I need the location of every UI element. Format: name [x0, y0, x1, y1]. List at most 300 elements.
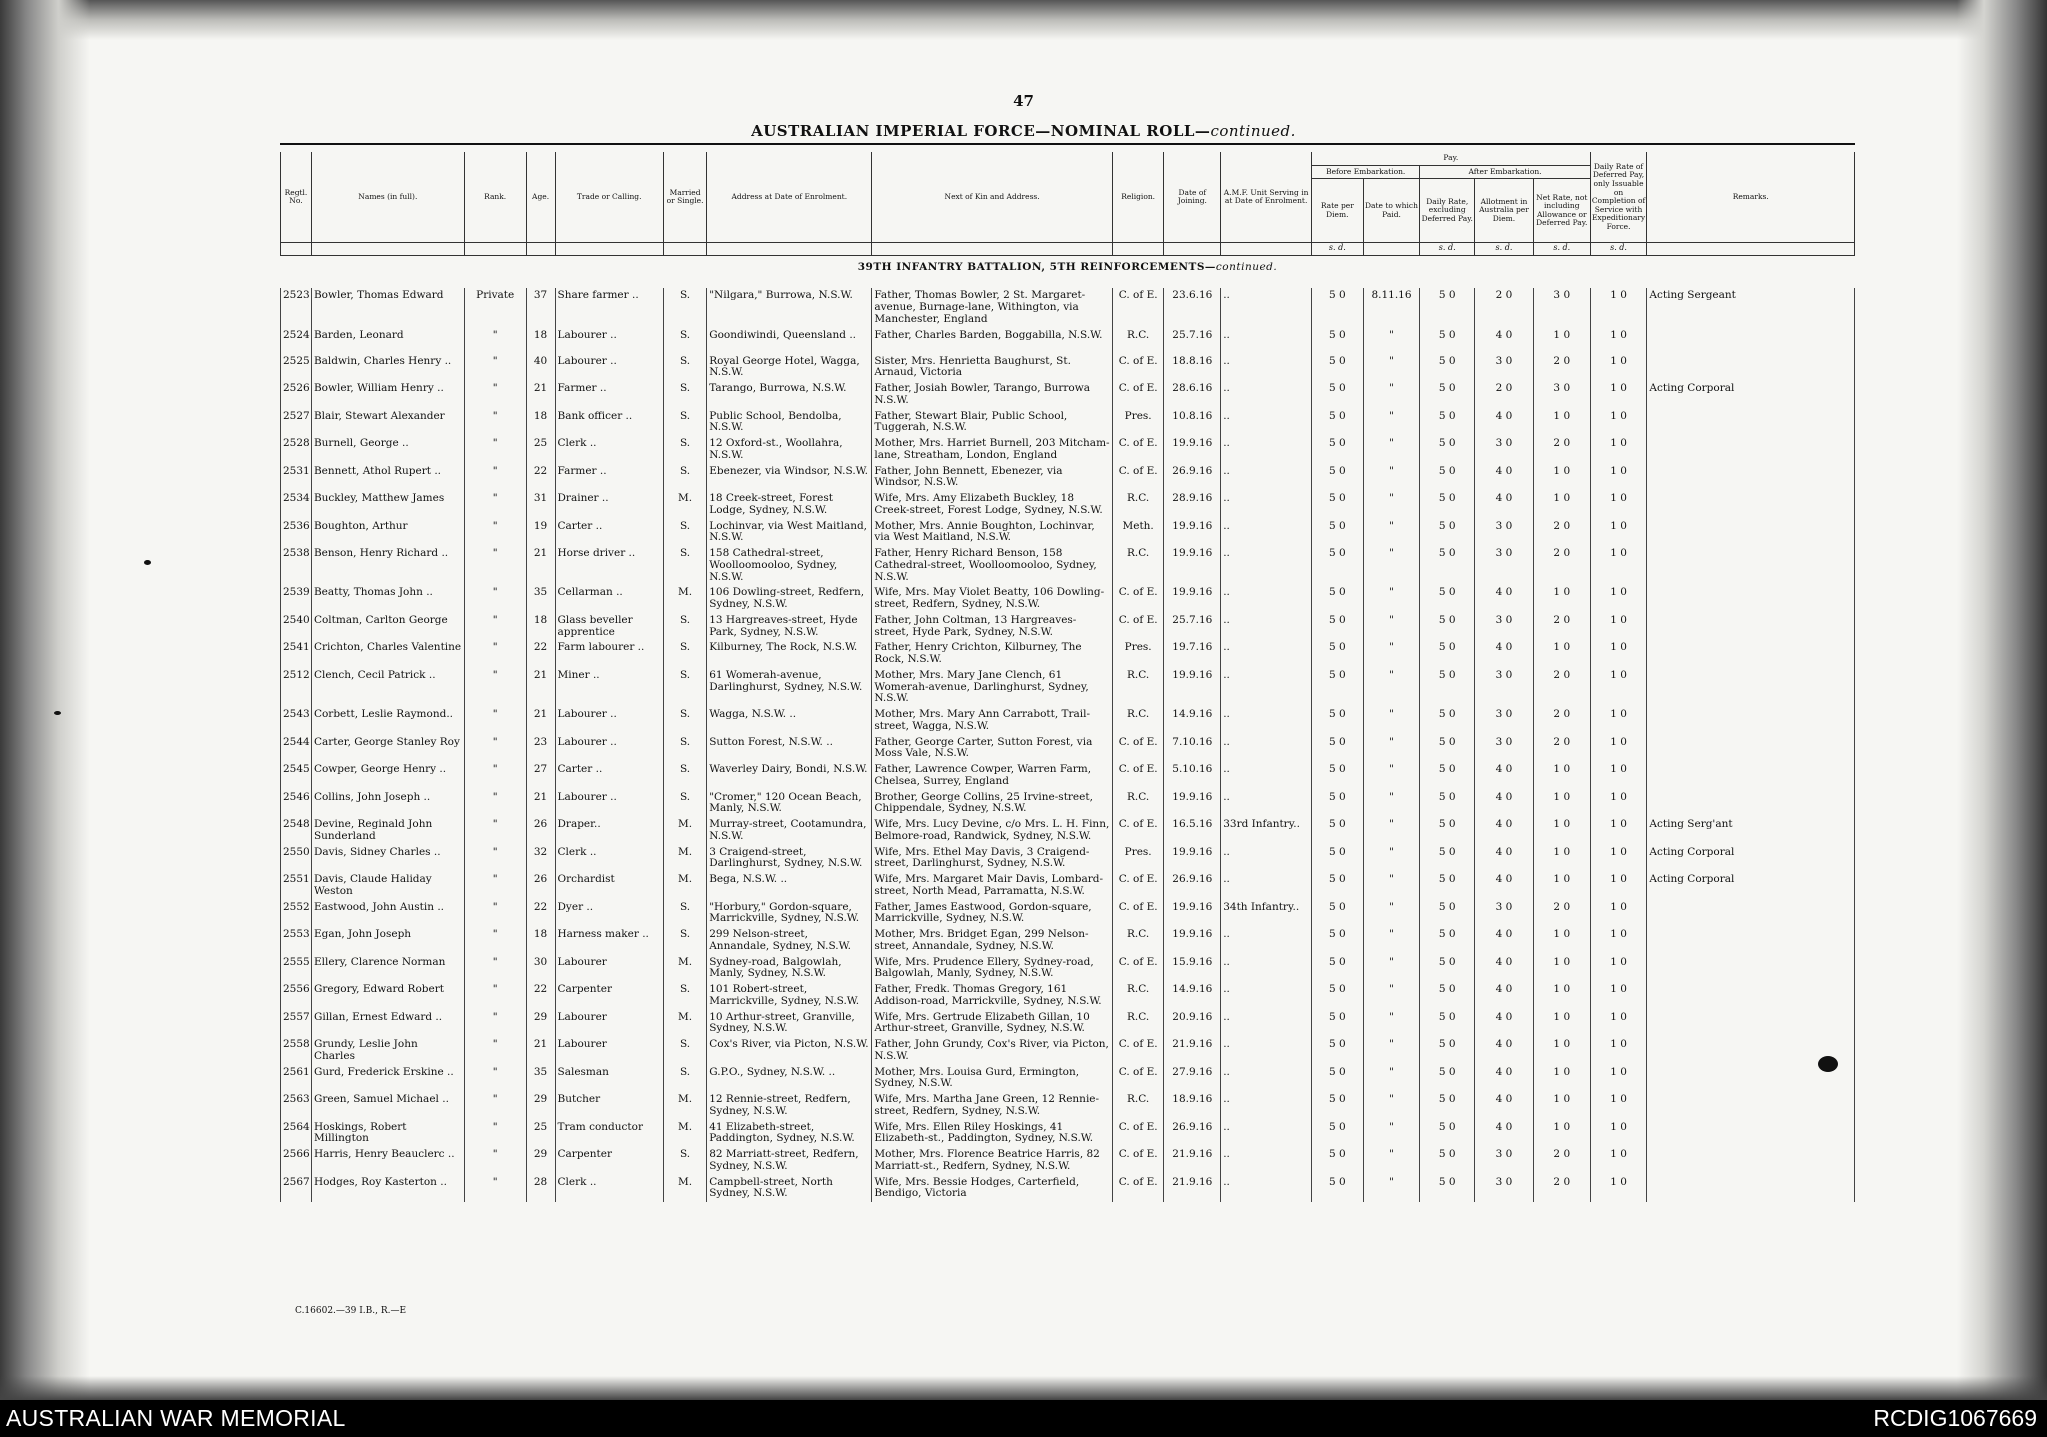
- cell-deferred-pay: 1 0: [1590, 519, 1647, 547]
- table-row: [281, 640, 1855, 668]
- cell-unit: ..: [1221, 464, 1312, 492]
- cell-address: 101 Robert-street, Marrickville, Sydney, N.S.W.: [707, 982, 872, 1010]
- cell-rank: ": [464, 1037, 526, 1065]
- cell-remarks: [1647, 546, 1855, 585]
- cell-name: Egan, John Joseph: [311, 927, 464, 955]
- cell-name: Devine, Reginald John Sunderland: [311, 817, 464, 845]
- cell-trade: Labourer ..: [555, 707, 663, 735]
- cell-daily-rate: 5 0: [1420, 354, 1475, 382]
- cell-age: 31: [526, 491, 555, 519]
- cell-married-single: M.: [663, 1175, 706, 1203]
- table-row: [281, 872, 1855, 900]
- cell-name: Barden, Leonard: [311, 328, 464, 354]
- cell-allotment: 4 0: [1475, 1120, 1534, 1148]
- cell-deferred-pay: 1 0: [1590, 845, 1647, 873]
- cell-rate-per-diem: 5 0: [1312, 927, 1364, 955]
- cell-net-rate: 3 0: [1533, 381, 1590, 409]
- cell-unit: ..: [1221, 546, 1312, 585]
- cell-married-single: M.: [663, 1092, 706, 1120]
- cell-address: Tarango, Burrowa, N.S.W.: [707, 381, 872, 409]
- cell-age: 26: [526, 817, 555, 845]
- cell-religion: C. of E.: [1112, 762, 1164, 790]
- cell-date-paid: ": [1363, 872, 1420, 900]
- cell-next-of-kin: Father, Stewart Blair, Public School, Tuggerah, N.S.W.: [872, 409, 1112, 437]
- cell-unit: ..: [1221, 491, 1312, 519]
- cell-regtl-no: 2526: [281, 381, 312, 409]
- cell-married-single: S.: [663, 546, 706, 585]
- cell-daily-rate: 5 0: [1420, 436, 1475, 464]
- cell-unit: ..: [1221, 927, 1312, 955]
- cell-name: Carter, George Stanley Roy: [311, 735, 464, 763]
- unit-sd: s. d.: [1475, 243, 1534, 256]
- cell-remarks: Acting Corporal: [1647, 845, 1855, 873]
- cell-allotment: 2 0: [1475, 288, 1534, 327]
- cell-remarks: [1647, 927, 1855, 955]
- cell-rate-per-diem: 5 0: [1312, 707, 1364, 735]
- cell-regtl-no: 2545: [281, 762, 312, 790]
- cell-remarks: [1647, 762, 1855, 790]
- cell-remarks: [1647, 735, 1855, 763]
- col-deferred: Daily Rate of Deferred Pay, only Issuable on Completion of Service with Expeditionary Force.: [1590, 152, 1647, 243]
- cell-daily-rate: 5 0: [1420, 1092, 1475, 1120]
- cell-unit: ..: [1221, 707, 1312, 735]
- cell-date-joining: 25.7.16: [1164, 328, 1221, 354]
- cell-date-paid: ": [1363, 1175, 1420, 1203]
- cell-next-of-kin: Father, John Coltman, 13 Hargreaves-street, Hyde Park, Sydney, N.S.W.: [872, 613, 1112, 641]
- cell-name: Crichton, Charles Valentine: [311, 640, 464, 668]
- cell-rank: ": [464, 409, 526, 437]
- cell-rank: ": [464, 381, 526, 409]
- cell-age: 21: [526, 1037, 555, 1065]
- cell-name: Gurd, Frederick Erskine ..: [311, 1065, 464, 1093]
- cell-trade: Clerk ..: [555, 436, 663, 464]
- cell-rank: ": [464, 762, 526, 790]
- cell-address: "Nilgara," Burrowa, N.S.W.: [707, 288, 872, 327]
- cell-regtl-no: 2563: [281, 1092, 312, 1120]
- cell-name: Collins, John Joseph ..: [311, 790, 464, 818]
- col-next-of-kin: Next of Kin and Address.: [872, 152, 1112, 243]
- table-row: [281, 845, 1855, 873]
- cell-unit: ..: [1221, 762, 1312, 790]
- cell-allotment: 4 0: [1475, 790, 1534, 818]
- cell-daily-rate: 5 0: [1420, 1147, 1475, 1175]
- scan-mark: [54, 711, 61, 715]
- cell-daily-rate: 5 0: [1420, 546, 1475, 585]
- cell-unit: ..: [1221, 613, 1312, 641]
- cell-date-paid: ": [1363, 762, 1420, 790]
- cell-net-rate: 2 0: [1533, 735, 1590, 763]
- cell-age: 22: [526, 640, 555, 668]
- cell-deferred-pay: 1 0: [1590, 1120, 1647, 1148]
- cell-rank: ": [464, 491, 526, 519]
- cell-next-of-kin: Mother, Mrs. Louisa Gurd, Ermington, Sydney, N.S.W.: [872, 1065, 1112, 1093]
- cell-religion: R.C.: [1112, 707, 1164, 735]
- cell-rank: ": [464, 1147, 526, 1175]
- cell-next-of-kin: Wife, Mrs. Ethel May Davis, 3 Craigend-street, Darlinghurst, Sydney, N.S.W.: [872, 845, 1112, 873]
- cell-net-rate: 2 0: [1533, 1175, 1590, 1203]
- title-text: AUSTRALIAN IMPERIAL FORCE—NOMINAL ROLL—: [751, 122, 1211, 140]
- cell-age: 21: [526, 790, 555, 818]
- cell-age: 28: [526, 1175, 555, 1203]
- cell-trade: Draper..: [555, 817, 663, 845]
- cell-rate-per-diem: 5 0: [1312, 640, 1364, 668]
- cell-remarks: [1647, 585, 1855, 613]
- cell-religion: Meth.: [1112, 519, 1164, 547]
- cell-trade: Labourer: [555, 1037, 663, 1065]
- cell-age: 22: [526, 900, 555, 928]
- cell-rate-per-diem: 5 0: [1312, 1147, 1364, 1175]
- cell-unit: ..: [1221, 1037, 1312, 1065]
- table-row: [281, 613, 1855, 641]
- table-row: [281, 1175, 1855, 1203]
- cell-unit: ..: [1221, 955, 1312, 983]
- cell-net-rate: 1 0: [1533, 845, 1590, 873]
- cell-net-rate: 2 0: [1533, 668, 1590, 707]
- cell-trade: Salesman: [555, 1065, 663, 1093]
- cell-age: 21: [526, 546, 555, 585]
- cell-regtl-no: 2550: [281, 845, 312, 873]
- cell-name: Burnell, George ..: [311, 436, 464, 464]
- cell-rank: ": [464, 640, 526, 668]
- cell-allotment: 4 0: [1475, 872, 1534, 900]
- cell-regtl-no: 2540: [281, 613, 312, 641]
- cell-address: G.P.O., Sydney, N.S.W. ..: [707, 1065, 872, 1093]
- cell-religion: C. of E.: [1112, 585, 1164, 613]
- cell-date-paid: ": [1363, 845, 1420, 873]
- cell-married-single: S.: [663, 668, 706, 707]
- cell-allotment: 2 0: [1475, 381, 1534, 409]
- cell-address: 10 Arthur-street, Granville, Sydney, N.S.W.: [707, 1010, 872, 1038]
- cell-date-joining: 23.6.16: [1164, 288, 1221, 327]
- cell-unit: ..: [1221, 585, 1312, 613]
- cell-net-rate: 1 0: [1533, 927, 1590, 955]
- print-code: C.16602.—39 I.B., R.—E: [295, 1306, 407, 1316]
- cell-date-paid: ": [1363, 613, 1420, 641]
- cell-religion: R.C.: [1112, 328, 1164, 354]
- cell-deferred-pay: 1 0: [1590, 491, 1647, 519]
- cell-address: 12 Rennie-street, Redfern, Sydney, N.S.W.: [707, 1092, 872, 1120]
- cell-next-of-kin: Father, James Eastwood, Gordon-square, Marrickville, Sydney, N.S.W.: [872, 900, 1112, 928]
- cell-date-paid: ": [1363, 585, 1420, 613]
- cell-trade: Farmer ..: [555, 464, 663, 492]
- cell-remarks: [1647, 409, 1855, 437]
- cell-date-joining: 25.7.16: [1164, 613, 1221, 641]
- cell-trade: Dyer ..: [555, 900, 663, 928]
- cell-rank: ": [464, 1092, 526, 1120]
- cell-date-paid: ": [1363, 735, 1420, 763]
- cell-next-of-kin: Wife, Mrs. Prudence Ellery, Sydney-road, Balgowlah, Manly, Sydney, N.S.W.: [872, 955, 1112, 983]
- cell-rank: ": [464, 354, 526, 382]
- cell-date-joining: 14.9.16: [1164, 982, 1221, 1010]
- cell-date-paid: ": [1363, 668, 1420, 707]
- cell-rank: ": [464, 927, 526, 955]
- cell-daily-rate: 5 0: [1420, 845, 1475, 873]
- cell-daily-rate: 5 0: [1420, 872, 1475, 900]
- cell-address: Bega, N.S.W. ..: [707, 872, 872, 900]
- cell-age: 25: [526, 436, 555, 464]
- cell-regtl-no: 2548: [281, 817, 312, 845]
- cell-rate-per-diem: 5 0: [1312, 546, 1364, 585]
- cell-unit: ..: [1221, 354, 1312, 382]
- cell-regtl-no: 2567: [281, 1175, 312, 1203]
- cell-unit: ..: [1221, 845, 1312, 873]
- cell-trade: Cellarman ..: [555, 585, 663, 613]
- cell-net-rate: 2 0: [1533, 436, 1590, 464]
- table-row: [281, 817, 1855, 845]
- cell-rank: ": [464, 1065, 526, 1093]
- cell-age: 40: [526, 354, 555, 382]
- cell-date-joining: 19.9.16: [1164, 845, 1221, 873]
- cell-regtl-no: 2523: [281, 288, 312, 327]
- cell-date-joining: 7.10.16: [1164, 735, 1221, 763]
- cell-address: Wagga, N.S.W. ..: [707, 707, 872, 735]
- cell-deferred-pay: 1 0: [1590, 288, 1647, 327]
- cell-rate-per-diem: 5 0: [1312, 288, 1364, 327]
- cell-married-single: S.: [663, 519, 706, 547]
- cell-next-of-kin: Father, George Carter, Sutton Forest, via Moss Vale, N.S.W.: [872, 735, 1112, 763]
- cell-net-rate: 1 0: [1533, 1065, 1590, 1093]
- cell-allotment: 3 0: [1475, 735, 1534, 763]
- cell-married-single: S.: [663, 613, 706, 641]
- cell-daily-rate: 5 0: [1420, 491, 1475, 519]
- cell-date-paid: ": [1363, 707, 1420, 735]
- cell-rate-per-diem: 5 0: [1312, 955, 1364, 983]
- cell-religion: R.C.: [1112, 982, 1164, 1010]
- cell-regtl-no: 2558: [281, 1037, 312, 1065]
- cell-rank: ": [464, 982, 526, 1010]
- cell-remarks: [1647, 982, 1855, 1010]
- cell-age: 29: [526, 1147, 555, 1175]
- cell-next-of-kin: Father, Fredk. Thomas Gregory, 161 Addison-road, Marrickville, Sydney, N.S.W.: [872, 982, 1112, 1010]
- table-row: [281, 328, 1855, 354]
- cell-date-joining: 19.9.16: [1164, 790, 1221, 818]
- cell-remarks: [1647, 1010, 1855, 1038]
- cell-address: Murray-street, Cootamundra, N.S.W.: [707, 817, 872, 845]
- cell-rate-per-diem: 5 0: [1312, 519, 1364, 547]
- cell-rate-per-diem: 5 0: [1312, 464, 1364, 492]
- cell-allotment: 4 0: [1475, 491, 1534, 519]
- cell-address: 158 Cathedral-street, Woolloomooloo, Sydney, N.S.W.: [707, 546, 872, 585]
- cell-net-rate: 1 0: [1533, 1120, 1590, 1148]
- cell-age: 18: [526, 613, 555, 641]
- cell-date-joining: 19.9.16: [1164, 900, 1221, 928]
- cell-daily-rate: 5 0: [1420, 955, 1475, 983]
- cell-religion: C. of E.: [1112, 1147, 1164, 1175]
- col-date-joining: Date of Joining.: [1164, 152, 1221, 243]
- cell-married-single: S.: [663, 436, 706, 464]
- cell-age: 21: [526, 381, 555, 409]
- cell-regtl-no: 2539: [281, 585, 312, 613]
- cell-daily-rate: 5 0: [1420, 328, 1475, 354]
- cell-age: 22: [526, 464, 555, 492]
- cell-name: Harris, Henry Beauclerc ..: [311, 1147, 464, 1175]
- scan-mark: [144, 560, 151, 565]
- cell-next-of-kin: Sister, Mrs. Henrietta Baughurst, St. Arnaud, Victoria: [872, 354, 1112, 382]
- cell-unit: ..: [1221, 1147, 1312, 1175]
- cell-net-rate: 1 0: [1533, 982, 1590, 1010]
- cell-name: Bowler, Thomas Edward: [311, 288, 464, 327]
- cell-religion: C. of E.: [1112, 354, 1164, 382]
- cell-remarks: [1647, 1092, 1855, 1120]
- cell-name: Eastwood, John Austin ..: [311, 900, 464, 928]
- cell-next-of-kin: Wife, Mrs. Lucy Devine, c/o Mrs. L. H. Finn, Belmore-road, Randwick, Sydney, N.S.W.: [872, 817, 1112, 845]
- cell-date-paid: ": [1363, 1120, 1420, 1148]
- col-daily-rate: Daily Rate, excluding Deferred Pay.: [1420, 179, 1475, 243]
- cell-rank: ": [464, 436, 526, 464]
- section-continued: continued.: [1215, 261, 1278, 274]
- cell-unit: 33rd Infantry..: [1221, 817, 1312, 845]
- cell-married-single: S.: [663, 354, 706, 382]
- title-continued: continued.: [1210, 122, 1296, 140]
- col-group-after: After Embarkation.: [1420, 165, 1590, 179]
- cell-date-paid: ": [1363, 817, 1420, 845]
- cell-daily-rate: 5 0: [1420, 519, 1475, 547]
- cell-next-of-kin: Wife, Mrs. Amy Elizabeth Buckley, 18 Creek-street, Forest Lodge, Sydney, N.S.W.: [872, 491, 1112, 519]
- cell-remarks: Acting Corporal: [1647, 872, 1855, 900]
- scan-edge-bottom: [0, 1376, 2047, 1400]
- cell-remarks: Acting Corporal: [1647, 381, 1855, 409]
- cell-daily-rate: 5 0: [1420, 409, 1475, 437]
- cell-address: "Horbury," Gordon-square, Marrickville, Sydney, N.S.W.: [707, 900, 872, 928]
- cell-daily-rate: 5 0: [1420, 1065, 1475, 1093]
- cell-address: 18 Creek-street, Forest Lodge, Sydney, N.S.W.: [707, 491, 872, 519]
- cell-rate-per-diem: 5 0: [1312, 1065, 1364, 1093]
- cell-date-joining: 21.9.16: [1164, 1037, 1221, 1065]
- cell-married-single: S.: [663, 1147, 706, 1175]
- cell-date-paid: ": [1363, 1092, 1420, 1120]
- cell-married-single: M.: [663, 491, 706, 519]
- cell-address: 41 Elizabeth-street, Paddington, Sydney, N.S.W.: [707, 1120, 872, 1148]
- cell-name: Clench, Cecil Patrick ..: [311, 668, 464, 707]
- cell-rate-per-diem: 5 0: [1312, 735, 1364, 763]
- cell-trade: Labourer ..: [555, 354, 663, 382]
- cell-rate-per-diem: 5 0: [1312, 491, 1364, 519]
- col-allotment: Allotment in Australia per Diem.: [1475, 179, 1534, 243]
- cell-date-paid: ": [1363, 900, 1420, 928]
- cell-next-of-kin: Wife, Mrs. Margaret Mair Davis, Lombard-street, North Mead, Parramatta, N.S.W.: [872, 872, 1112, 900]
- cell-date-paid: ": [1363, 519, 1420, 547]
- cell-date-joining: 19.9.16: [1164, 546, 1221, 585]
- cell-rank: ": [464, 464, 526, 492]
- cell-married-single: M.: [663, 955, 706, 983]
- cell-regtl-no: 2556: [281, 982, 312, 1010]
- cell-address: 82 Marriatt-street, Redfern, Sydney, N.S.W.: [707, 1147, 872, 1175]
- cell-married-single: M.: [663, 1120, 706, 1148]
- cell-married-single: M.: [663, 1010, 706, 1038]
- cell-remarks: [1647, 900, 1855, 928]
- cell-regtl-no: 2534: [281, 491, 312, 519]
- cell-daily-rate: 5 0: [1420, 640, 1475, 668]
- cell-net-rate: 1 0: [1533, 817, 1590, 845]
- cell-next-of-kin: Mother, Mrs. Mary Ann Carrabott, Trail-street, Wagga, N.S.W.: [872, 707, 1112, 735]
- cell-rank: ": [464, 845, 526, 873]
- table-row: [281, 491, 1855, 519]
- cell-regtl-no: 2566: [281, 1147, 312, 1175]
- cell-trade: Labourer: [555, 955, 663, 983]
- cell-regtl-no: 2541: [281, 640, 312, 668]
- cell-unit: ..: [1221, 1010, 1312, 1038]
- cell-deferred-pay: 1 0: [1590, 817, 1647, 845]
- cell-net-rate: 2 0: [1533, 1147, 1590, 1175]
- cell-net-rate: 2 0: [1533, 546, 1590, 585]
- cell-deferred-pay: 1 0: [1590, 464, 1647, 492]
- cell-trade: Tram conductor: [555, 1120, 663, 1148]
- cell-next-of-kin: Mother, Mrs. Mary Jane Clench, 61 Womerah-avenue, Darlinghurst, Sydney, N.S.W.: [872, 668, 1112, 707]
- cell-religion: Pres.: [1112, 640, 1164, 668]
- cell-rate-per-diem: 5 0: [1312, 409, 1364, 437]
- cell-next-of-kin: Brother, George Collins, 25 Irvine-street, Chippendale, Sydney, N.S.W.: [872, 790, 1112, 818]
- cell-trade: Clerk ..: [555, 1175, 663, 1203]
- cell-net-rate: 1 0: [1533, 1010, 1590, 1038]
- cell-rate-per-diem: 5 0: [1312, 668, 1364, 707]
- cell-deferred-pay: 1 0: [1590, 790, 1647, 818]
- cell-date-joining: 28.9.16: [1164, 491, 1221, 519]
- cell-date-paid: ": [1363, 409, 1420, 437]
- cell-next-of-kin: Father, Josiah Bowler, Tarango, Burrowa N.S.W.: [872, 381, 1112, 409]
- table-row: [281, 707, 1855, 735]
- cell-age: 29: [526, 1092, 555, 1120]
- cell-date-paid: ": [1363, 491, 1420, 519]
- cell-allotment: 4 0: [1475, 817, 1534, 845]
- unit-sd: s. d.: [1590, 243, 1647, 256]
- cell-allotment: 3 0: [1475, 436, 1534, 464]
- cell-rate-per-diem: 5 0: [1312, 1175, 1364, 1203]
- col-remarks: Remarks.: [1647, 152, 1855, 243]
- table-row: [281, 762, 1855, 790]
- cell-trade: Labourer ..: [555, 328, 663, 354]
- table-row: [281, 546, 1855, 585]
- cell-net-rate: 1 0: [1533, 872, 1590, 900]
- cell-rate-per-diem: 5 0: [1312, 585, 1364, 613]
- cell-rank: ": [464, 328, 526, 354]
- cell-date-joining: 5.10.16: [1164, 762, 1221, 790]
- cell-next-of-kin: Wife, Mrs. Bessie Hodges, Carterfield, Bendigo, Victoria: [872, 1175, 1112, 1203]
- cell-date-joining: 15.9.16: [1164, 955, 1221, 983]
- cell-trade: Share farmer ..: [555, 288, 663, 327]
- scan-edge-left: [0, 0, 90, 1400]
- section-heading-row: [281, 256, 1855, 289]
- cell-married-single: S.: [663, 1037, 706, 1065]
- cell-unit: ..: [1221, 519, 1312, 547]
- col-trade: Trade or Calling.: [555, 152, 663, 243]
- cell-trade: Carter ..: [555, 519, 663, 547]
- col-date-paid: Date to which Paid.: [1363, 179, 1420, 243]
- cell-allotment: 3 0: [1475, 519, 1534, 547]
- cell-daily-rate: 5 0: [1420, 790, 1475, 818]
- cell-rate-per-diem: 5 0: [1312, 1037, 1364, 1065]
- cell-daily-rate: 5 0: [1420, 982, 1475, 1010]
- page-number: 47: [1013, 92, 1034, 110]
- cell-religion: C. of E.: [1112, 464, 1164, 492]
- cell-trade: Miner ..: [555, 668, 663, 707]
- cell-address: 106 Dowling-street, Redfern, Sydney, N.S.W.: [707, 585, 872, 613]
- table-row: [281, 585, 1855, 613]
- table-header: [281, 152, 1855, 256]
- cell-next-of-kin: Father, Henry Richard Benson, 158 Cathedral-street, Woolloomooloo, Sydney, N.S.W.: [872, 546, 1112, 585]
- cell-next-of-kin: Father, Charles Barden, Boggabilla, N.S.W.: [872, 328, 1112, 354]
- cell-date-joining: 16.5.16: [1164, 817, 1221, 845]
- cell-trade: Labourer ..: [555, 790, 663, 818]
- cell-deferred-pay: 1 0: [1590, 328, 1647, 354]
- cell-address: Goondiwindi, Queensland ..: [707, 328, 872, 354]
- cell-religion: C. of E.: [1112, 817, 1164, 845]
- cell-trade: Orchardist: [555, 872, 663, 900]
- col-married: Married or Single.: [663, 152, 706, 243]
- col-address: Address at Date of Enrolment.: [707, 152, 872, 243]
- cell-allotment: 3 0: [1475, 613, 1534, 641]
- cell-daily-rate: 5 0: [1420, 762, 1475, 790]
- table-row: [281, 1037, 1855, 1065]
